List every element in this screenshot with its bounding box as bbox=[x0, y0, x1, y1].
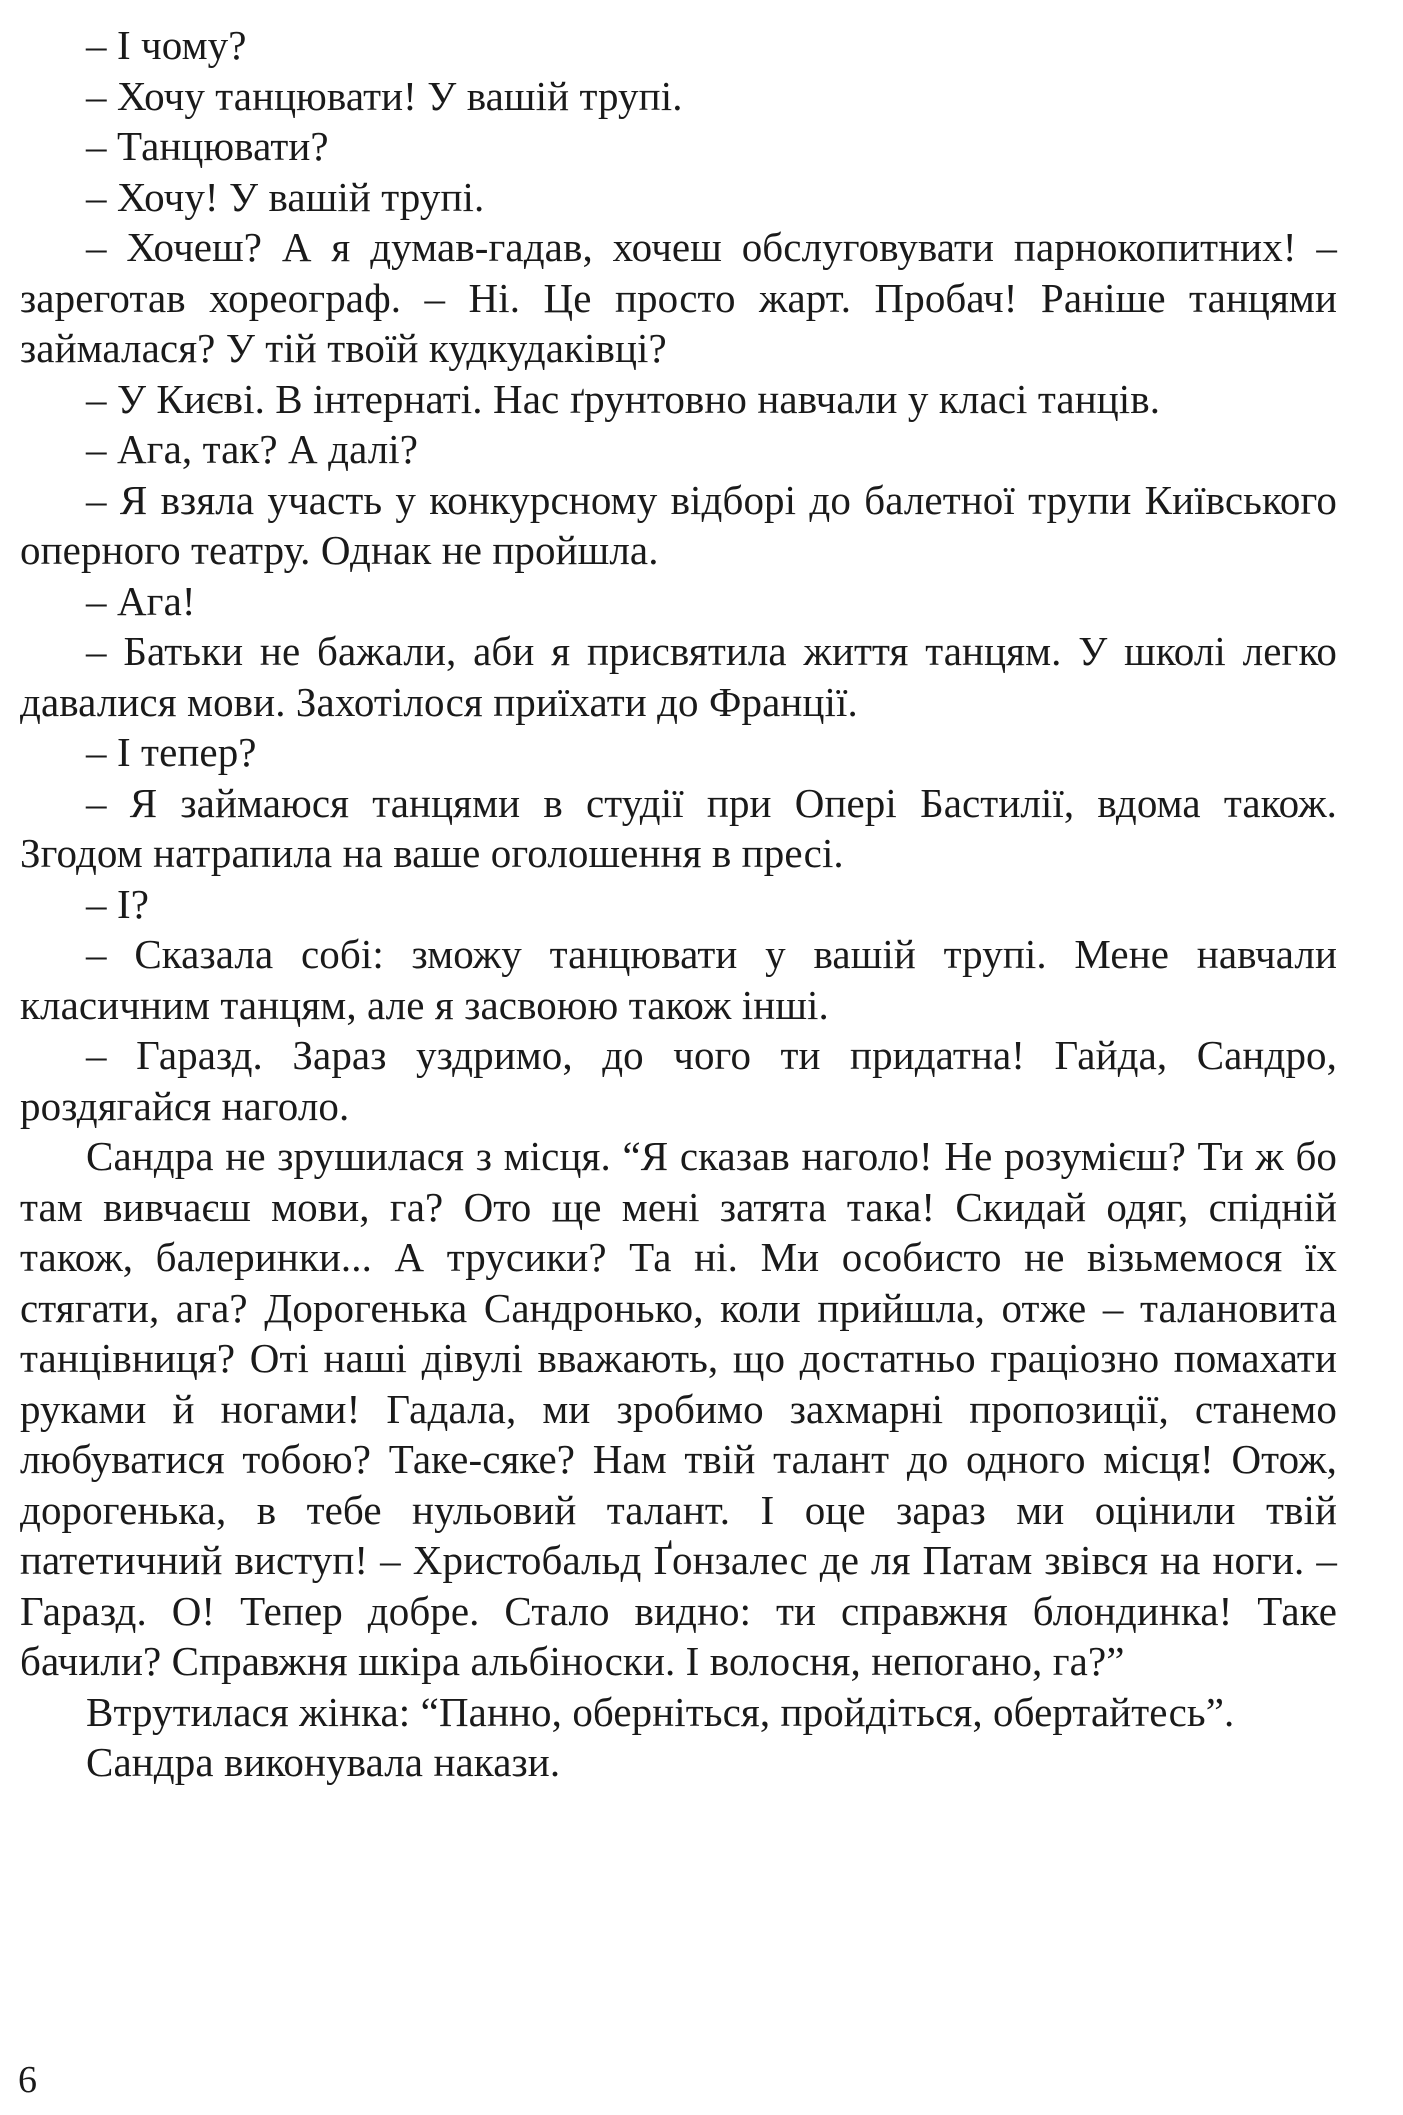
paragraph: – Ага, так? А далі? bbox=[86, 426, 419, 472]
paragraph: – Гаразд. Зараз уздримо, до чого ти придатна! Гайда, Сандро, роздягайся наголо. bbox=[20, 1032, 1337, 1129]
paragraph: – Хочу танцювати! У вашій трупі. bbox=[86, 72, 683, 119]
paragraph: – Сказала собі: зможу танцювати у вашій трупі. Мене навчали класичним танцям, але я засвоюю також інші. bbox=[20, 931, 1337, 1028]
paragraph: – І тепер? bbox=[86, 729, 257, 775]
paragraph: – Хочу! У вашій трупі. bbox=[86, 173, 485, 220]
paragraph: Сандра виконувала накази. bbox=[86, 1739, 561, 1785]
page-number: 6 bbox=[18, 2059, 37, 2101]
paragraph: – І? bbox=[86, 880, 150, 927]
paragraph: – Я займаюся танцями в студії при Опері Бастилії, вдома також. Згодом натрапила на ваше оголошення в пресі. bbox=[20, 779, 1337, 876]
paragraph: – Батьки не бажали, аби я присвятила життя танцям. У школі легко давалися мови. Захотілося приїхати до Франції. bbox=[20, 628, 1337, 725]
paragraph: – І чому? bbox=[86, 22, 247, 68]
paragraph: – Хочеш? А я думав-гадав, хочеш обслуговувати парнокопитних! – зареготав хореограф. – Ні. Це просто жарт. Пробач! Раніше танцями займалася? У тій твоїй кудкудаківці? bbox=[20, 224, 1337, 371]
paragraph: Втрутилася жінка: “Панно, оберніться, пройдіться, обертайтесь”. bbox=[86, 1688, 1235, 1735]
paragraph: – У Києві. В інтернаті. Нас ґрунтовно навчали у класі танців. bbox=[86, 375, 1161, 422]
body-text bbox=[20, 20, 1337, 1788]
paragraph: – Танцювати? bbox=[86, 123, 329, 169]
paragraph: – Я взяла участь у конкурсному відборі до балетної трупи Київського оперного театру. Однак не пройшла. bbox=[20, 476, 1337, 573]
paragraph: – Ага! bbox=[86, 577, 196, 624]
paragraph: Сандра не зрушилася з місця. “Я сказав наголо! Не розумієш? Ти ж бо там вивчаєш мови, га? Ото ще мені затята така! Скидай одяг, спідній також, балеринки... А трусики? Та ні. Ми особисто не візьмемося їх стягати, ага? Дорогенька Сандронько, коли прийшла, отже – талановита танцівниця? Оті наші дівулі вважають, що достатньо граціозно помахати руками й ногами! Гадала, ми зробимо захмарні пропозиції, станемо любуватися тобою? Таке-сяке? Нам твій талант до одного місця! Отож, дорогенька, в тебе нульовий талант. І оце зараз ми оцінили твій патетичний виступ! – Христобальд Ґонзалес де ля Патам звівся на ноги. – Гаразд. О! Тепер добре. Стало видно: ти справжня блондинка! Таке бачили? Справжня шкіра альбіноски. І волосня, непогано, га?” bbox=[20, 1133, 1337, 1684]
